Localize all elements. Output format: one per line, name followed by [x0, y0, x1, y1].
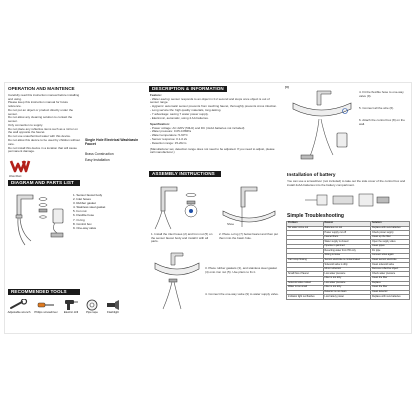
- installation-illustration: [287, 89, 357, 169]
- cell-solution: Clean the filter: [371, 276, 410, 281]
- cell-solution: Replace with new batteries: [371, 295, 410, 300]
- parts-list-item: 8. Control box: [73, 221, 92, 226]
- spec-item: - Detection range: 15-20cm: [150, 141, 187, 146]
- watermark-logo: [9, 159, 31, 178]
- column-installation: [283, 83, 413, 335]
- troubleshooting-table: [286, 221, 410, 300]
- cell-solution: Clean pipes: [371, 244, 410, 249]
- tool-label: Pipe tape: [86, 310, 98, 314]
- shoe-label: Shoe: [227, 222, 235, 226]
- step-text: Connect the one-way valve (9) to water supply valve.: [208, 292, 279, 296]
- spec-heading: Specification:: [150, 121, 170, 126]
- step-number: 2.: [219, 232, 222, 236]
- cell-solution: Connect wires again: [371, 254, 410, 259]
- assembly-title: ASSEMBLY INSTRUCTIONS: [149, 171, 221, 177]
- watermark-logo-icon: [9, 159, 31, 175]
- parts-list-item: 6. Flexible hose: [73, 213, 95, 218]
- feature-short: Easy Installation: [85, 157, 110, 162]
- cell-solution: Open the supply valve: [371, 240, 410, 245]
- step-number: 4.: [205, 292, 208, 296]
- cell-solution: Clean solenoid valve: [371, 263, 410, 268]
- step-text: Place o-ring (7) below faucet and then put them into the basin hole.: [219, 232, 279, 240]
- operation-paragraph: Do not place any reflective items such as a mirror on the wall opposite the faucet.: [8, 126, 78, 135]
- cell-solution: Fix pipe: [371, 249, 410, 254]
- cell-reason: Faucet filters: [323, 235, 371, 240]
- watermark-logo-text: WaterMark: [9, 175, 22, 178]
- cell-problem: Small flow of faucet: [287, 272, 324, 277]
- cell-solution: Replace with new batteries: [371, 226, 410, 231]
- cell-problem: Indicator light red flashes: [287, 295, 324, 300]
- step-number: 6.: [359, 118, 362, 122]
- parts-list-item: 2. Inlet hoses: [73, 197, 91, 202]
- assembly-step-4: [205, 293, 279, 297]
- parts-list-item: 1. Sensor faucet body: [73, 193, 103, 197]
- cell-solution: Remove reflective object: [371, 267, 410, 272]
- step-number: 3.: [205, 266, 208, 270]
- column-operation: [5, 83, 145, 335]
- step-number: 4.: [359, 90, 362, 94]
- cell-solution: Check water pressure: [371, 272, 410, 277]
- assembly-step3-illustration: [151, 251, 203, 313]
- cell-solution: Replace: [371, 281, 410, 286]
- operation-text: [8, 94, 82, 154]
- tool-philips-screwdriver: [33, 299, 59, 314]
- parts-list-item: 9. One-way valve: [73, 225, 97, 230]
- parts-list-item: 7. O-ring: [73, 217, 85, 222]
- install-step-6: [359, 119, 411, 126]
- tool-adjustable-wrench: [7, 299, 31, 314]
- cell-reason: Detector is not clean: [323, 290, 371, 295]
- assembly-step-3: [205, 267, 279, 274]
- cell-reason: Mirror reflection: [323, 267, 371, 272]
- cell-solution: Clean the filter: [371, 286, 410, 291]
- cell-reason: Filter is too dirty: [323, 276, 371, 281]
- cell-solution: Clean up the filter: [371, 235, 410, 240]
- battery-text: You can use a screwdriver (not included) to take out the side cover of the control box and install 4xAA batteries into the battery compartment.: [287, 179, 406, 187]
- step-text: Fit the flexible hose to one-way valve (9).: [359, 90, 404, 98]
- column-header-solution: Solution: [371, 222, 410, 227]
- feature-item: - 7 advantage: saving 7 water power supply.: [150, 112, 209, 117]
- spec-item: - Sensor response: 0.1-0.2s: [150, 137, 188, 142]
- operation-paragraph: Please keep this instruction manual for future reference.: [8, 100, 69, 109]
- install-step-5: [359, 107, 411, 111]
- step-text: Connect all the wire (6).: [362, 106, 395, 110]
- spec-item: - Power voltage: AC 220V (50Hz) and DC (4xAA batteries not included): [150, 125, 245, 130]
- column-header-reason: Reason: [323, 222, 371, 227]
- cell-reason: Low battery power: [323, 295, 371, 300]
- operation-paragraph: Carefully read this instruction manual before installing and using.: [8, 93, 80, 101]
- step-text: Install the inlet hoses (2) and Iron nut (5) on the sensor faucet body and install it with all parts.: [151, 232, 213, 244]
- cell-reason: Power supply cut off: [323, 231, 371, 236]
- parts-list-item: 4. Stainless steel gasket: [73, 205, 106, 210]
- tool-label: Adjustable wrench: [7, 310, 31, 314]
- assembly-step-2: [219, 233, 279, 240]
- troubleshooting-title: Simple Troubleshooting: [287, 213, 344, 219]
- cell-reason: Low water pressure: [323, 281, 371, 286]
- operation-paragraph: Do not put an object or product directly under the sensor.: [8, 107, 74, 116]
- feature-heading: Feature:: [150, 93, 162, 97]
- tool-label: Philips screwdriver: [34, 310, 58, 314]
- spec-item: - Water pressure: 0.05-0.8MPa: [150, 129, 192, 134]
- tool-flashlight: [103, 299, 123, 314]
- product-features-short: [85, 152, 143, 163]
- tool-label: Flashlight: [107, 310, 119, 314]
- spec-item: - Water temperature: 5-60°C: [150, 133, 188, 138]
- cell-solution: Check power supply: [371, 231, 410, 236]
- cell-reason: Low water pressure: [323, 272, 371, 277]
- cell-problem: Can't stop flowing: [287, 258, 324, 263]
- tool-label: Electric drill: [63, 310, 79, 314]
- cell-reason: Filter is too dirty: [323, 286, 371, 291]
- tool-electric-drill: [61, 299, 81, 314]
- step-number: 5.: [359, 106, 362, 110]
- install-step-label: [3]: [285, 85, 289, 89]
- step-number: 1.: [151, 232, 154, 236]
- assembly-step1-illustration: [151, 181, 211, 231]
- step-text: Attach the control box (8) on the wall.: [359, 118, 405, 126]
- cell-reason: Batteries run out: [323, 226, 371, 231]
- operation-paragraph: Do not install this device in a location that will cause permanent damage.: [8, 145, 77, 154]
- parts-diagram: [11, 189, 69, 251]
- cell-reason: Reverting water from HD only: [323, 249, 371, 254]
- cell-reason: Water supply is closed: [323, 240, 371, 245]
- assembly-step2-illustration: [219, 181, 279, 231]
- cell-reason: Wiring is loose: [323, 254, 371, 259]
- cell-problem: No water come out: [287, 226, 324, 231]
- parts-list-item: 5. Iron nut: [73, 209, 87, 214]
- install-step-4: [359, 91, 411, 98]
- troubleshooting-body: [287, 226, 410, 299]
- column-description: [147, 83, 281, 335]
- table-row: [287, 295, 410, 300]
- description-features: [150, 94, 278, 155]
- instruction-sheet: [4, 82, 412, 334]
- operation-paragraph: Do not allow this device to be used by children without care.: [8, 138, 81, 146]
- cell-reason: Sensor electrode is contaminated: [323, 258, 371, 263]
- step-text: Place rubber gaskets (3), and stainless steel gasket (4) onto iron nut (5). Use pliers to fix it.: [205, 266, 278, 274]
- cell-problem: Water is too small: [287, 286, 324, 291]
- tools-title: RECOMMENDED TOOLS: [8, 289, 80, 295]
- parts-list: [73, 193, 105, 230]
- product-name: Single Hole Electrical Washbasin Faucet: [85, 138, 139, 146]
- feature-item: - Water-saving: sensor responds to an object in 0.2 second and stops once object is out of sensor range.: [150, 96, 270, 105]
- operation-paragraph: Do not use unauthorized water with this device.: [8, 134, 71, 139]
- feature-item: - Long service life: high quality materials, long-lasting.: [150, 108, 222, 113]
- operation-paragraph: Do not allow any cleaning solution to contact the sensor.: [8, 115, 73, 124]
- cell-reason: Pipeline is jammed: [323, 244, 371, 249]
- cell-solution: Clean detector: [371, 290, 410, 295]
- cell-solution: Clean sensor electrode: [371, 258, 410, 263]
- cell-reason: Solenoid valve is dirty: [323, 263, 371, 268]
- description-note: (Manufacturer set, detection range does not need to be adjusted. If you need to adjust, please call manufacturer.): [150, 146, 275, 155]
- parts-title: DIAGRAM AND PARTS LIST: [8, 180, 80, 186]
- operation-title: OPERATION AND MAINTENCE: [8, 86, 75, 91]
- description-title: DESCRIPTION & INFORMATION: [149, 86, 227, 92]
- feature-short: Brass Construction: [85, 152, 114, 156]
- column-header-problem: Problem: [287, 222, 324, 227]
- cell-problem: Solenoid valve rusted: [287, 281, 324, 286]
- feature-item: - Electronic, automatic, using 4 AA batteries.: [150, 116, 209, 121]
- feature-item: - Hygienic: automatic sensor prevents from touching faucet, thoroughly prevents cross infection.: [150, 104, 278, 109]
- parts-list-item: 3. Rubber gasket: [73, 201, 96, 206]
- battery-illustration: [303, 191, 393, 209]
- tool-pipe-tape: [83, 299, 101, 314]
- battery-title: Installation of battery: [287, 173, 336, 178]
- operation-paragraph: Only connection to supply.: [8, 122, 43, 127]
- assembly-step-1: [151, 233, 215, 244]
